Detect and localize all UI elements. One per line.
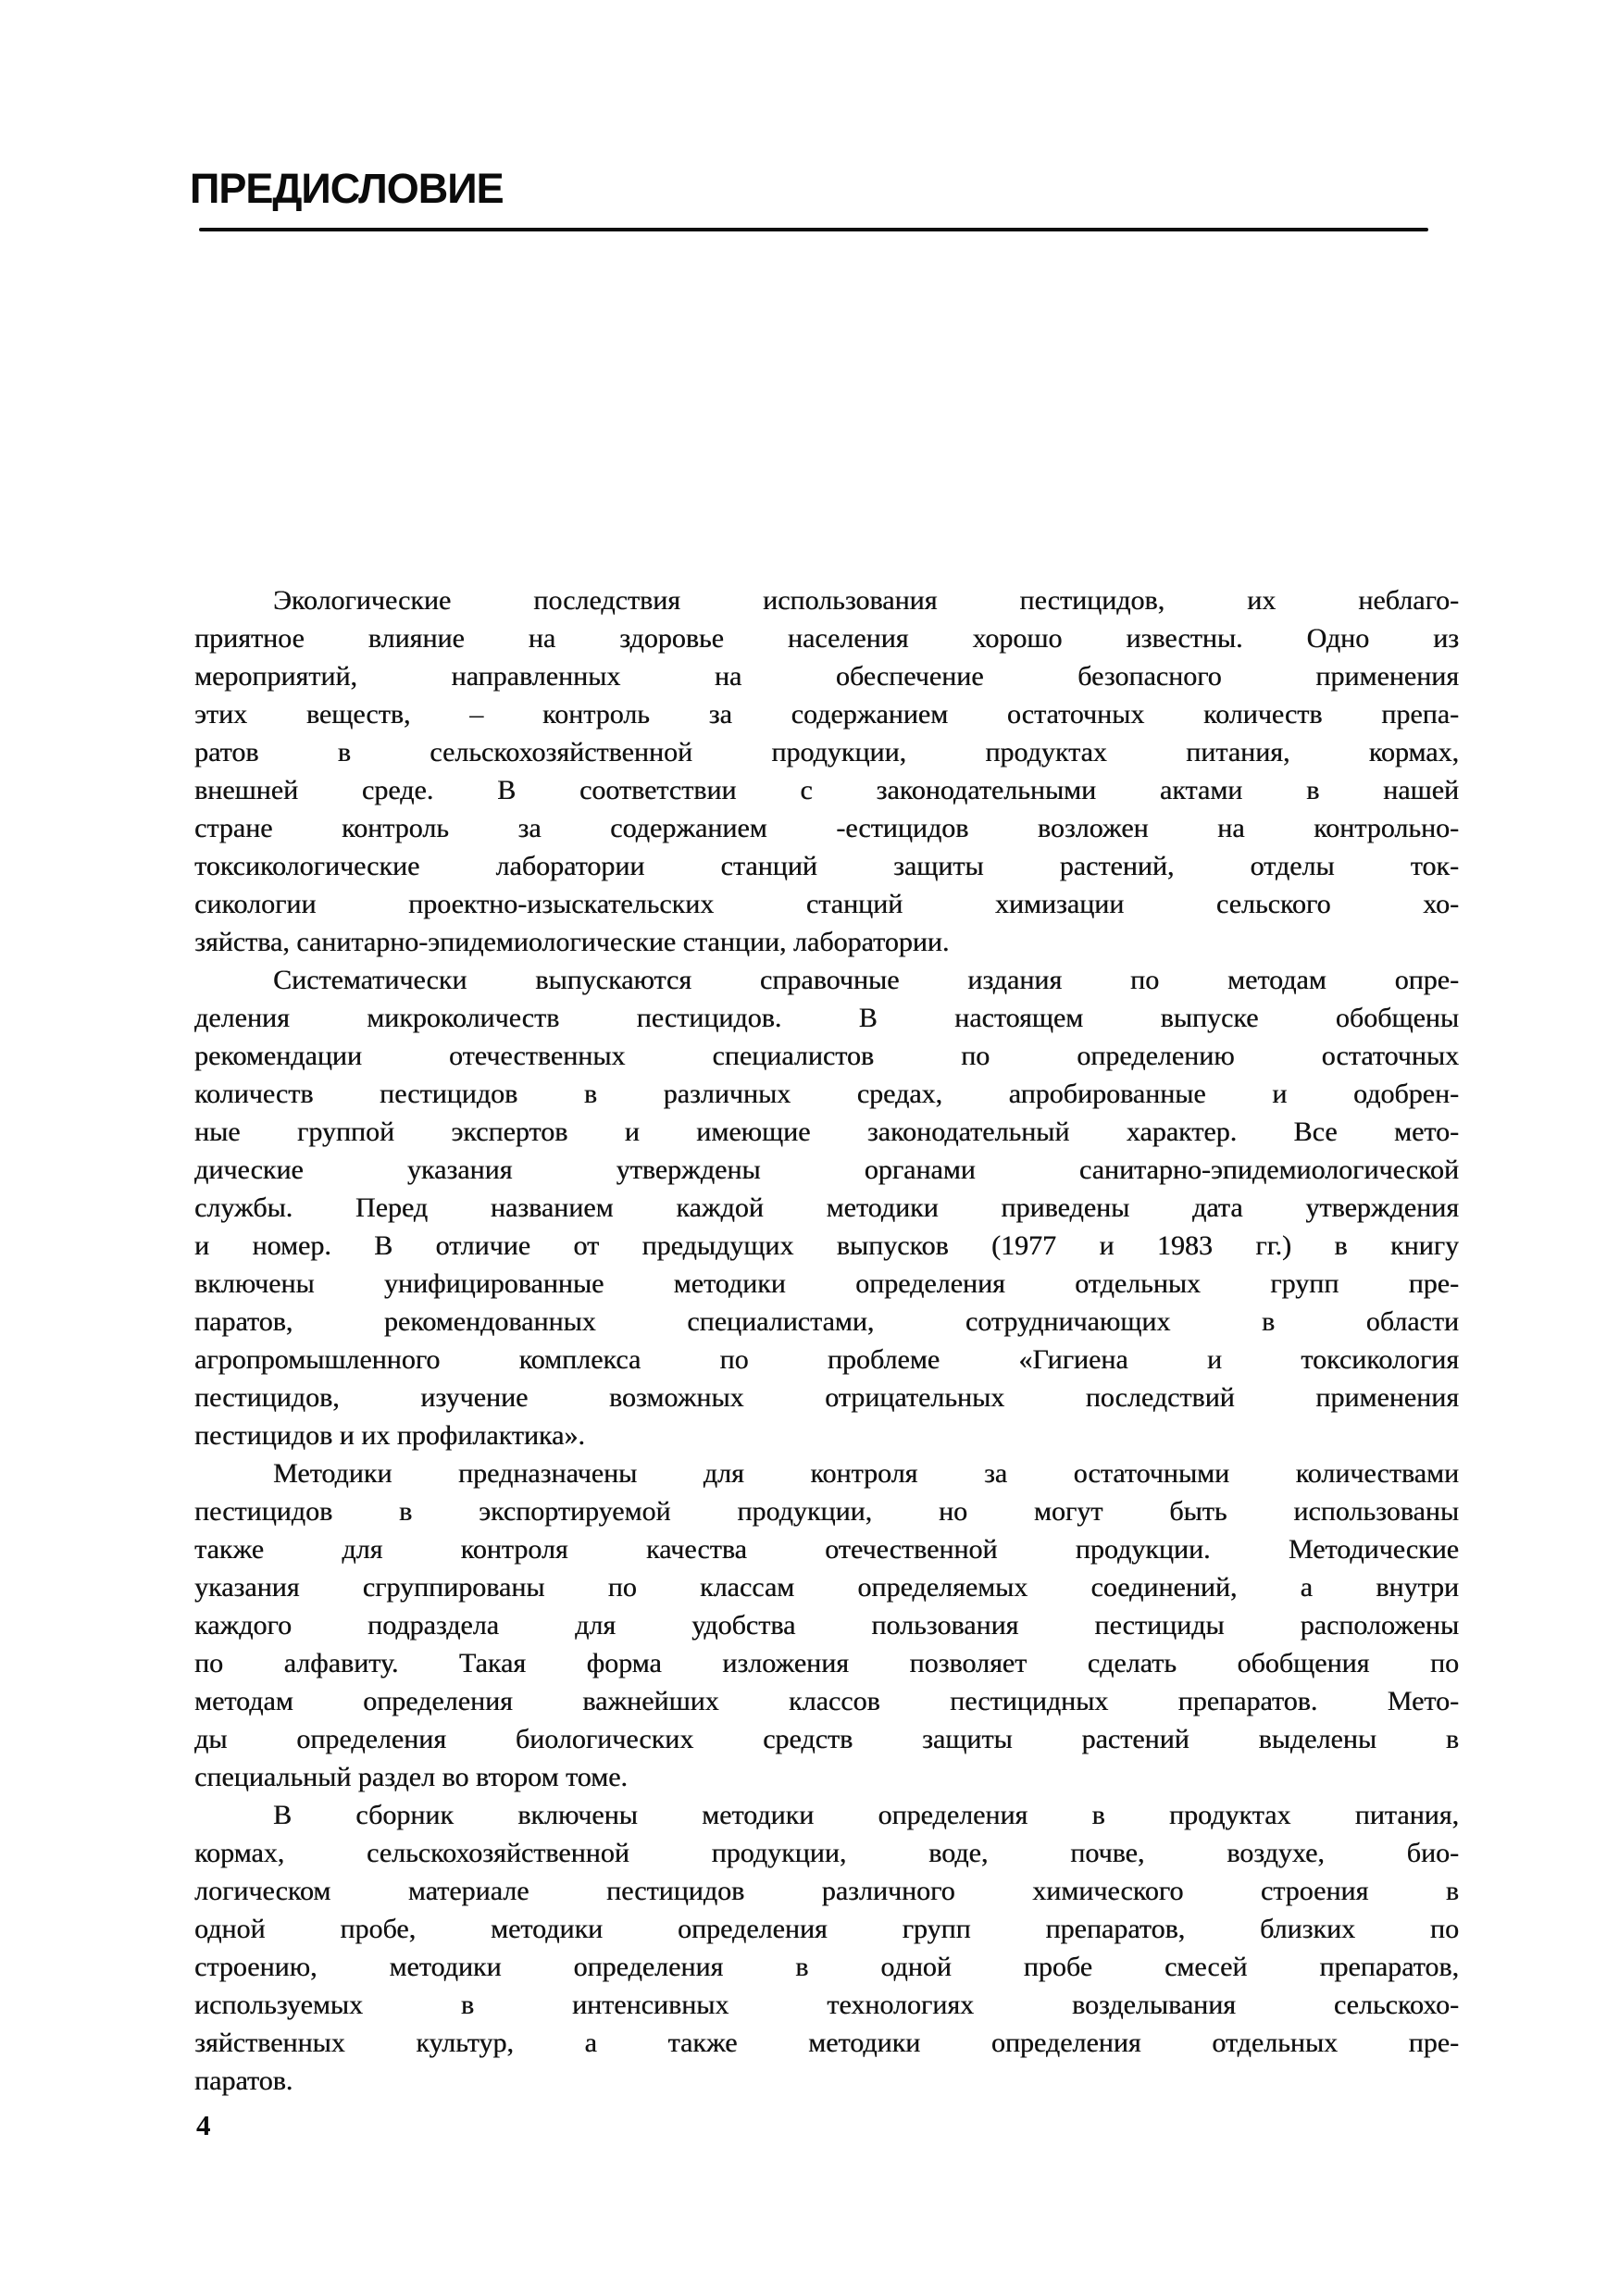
text-line: сикологии проектно-изыскательских станций химизации сельского хо- — [194, 889, 1459, 919]
text-line: пестицидов, изучение возможных отрицательных последствий применения — [194, 1382, 1459, 1413]
preface-heading: ПРЕДИСЛОВИЕ — [190, 165, 504, 212]
heading-rule — [199, 228, 1428, 231]
page-number: 4 — [196, 2109, 211, 2141]
text-line: пестицидов в экспортируемой продукции, но могут быть использованы — [194, 1496, 1459, 1527]
text-line: пестицидов и их профилактика». — [194, 1420, 585, 1451]
text-line: каждого подраздела для удобства пользования пестициды расположены — [194, 1610, 1459, 1641]
text-line: специальный раздел во втором томе. — [194, 1762, 628, 1792]
text-line: мероприятий, направленных на обеспечение безопасного применения — [194, 661, 1459, 692]
text-line: указания сгруппированы по классам определяемых соединений, а внутри — [194, 1572, 1459, 1603]
text-line: В сборник включены методики определения в продуктах питания, — [273, 1800, 1459, 1830]
text-line: по алфавиту. Такая форма изложения позволяет сделать обобщения по — [194, 1648, 1459, 1678]
text-line: приятное влияние на здоровье населения хорошо известны. Одно из — [194, 623, 1459, 654]
text-line: включены унифицированные методики определения отдельных групп пре- — [194, 1268, 1459, 1299]
text-line: строению, методики определения в одной пробе смесей препаратов, — [194, 1952, 1459, 1982]
text-line: Систематически выпускаются справочные издания по методам опре- — [273, 965, 1459, 995]
text-line: Экологические последствия использования пестицидов, их неблаго- — [273, 585, 1459, 616]
text-line: также для контроля качества отечественной продукции. Методические — [194, 1534, 1459, 1565]
text-line: логическом материале пестицидов различного химического строения в — [194, 1876, 1459, 1906]
text-line: деления микроколичеств пестицидов. В настоящем выпуске обобщены — [194, 1003, 1459, 1033]
text-line: ные группой экспертов и имеющие законодательный характер. Все мето- — [194, 1117, 1459, 1147]
paragraph — [194, 1454, 1459, 1796]
text-line: этих веществ, – контроль за содержанием остаточных количеств препа- — [194, 699, 1459, 730]
text-line: зяйства, санитарно-эпидемиологические станции, лаборатории. — [194, 927, 950, 957]
text-line: кормах, сельскохозяйственной продукции, воде, почве, воздухе, био- — [194, 1838, 1459, 1868]
text-line: дические указания утверждены органами санитарно-эпидемиологической — [194, 1154, 1459, 1185]
paragraph — [194, 581, 1459, 961]
text-line: ды определения биологических средств защиты растений выделены в — [194, 1724, 1459, 1754]
text-line: и номер. В отличие от предыдущих выпусков (1977 и 1983 гг.) в книгу — [194, 1230, 1459, 1261]
paragraph — [194, 1796, 1459, 2100]
text-line: стране контроль за содержанием -естицидов возложен на контрольно- — [194, 813, 1459, 843]
preface-body — [194, 581, 1459, 2100]
text-line: ратов в сельскохозяйственной продукции, продуктах питания, кормах, — [194, 737, 1459, 767]
text-line: используемых в интенсивных технологиях возделывания сельскохо- — [194, 1990, 1459, 2020]
text-line: внешней среде. В соответствии с законодательными актами в нашей — [194, 775, 1459, 805]
text-line: одной пробе, методики определения групп препаратов, близких по — [194, 1914, 1459, 1944]
text-line: токсикологические лаборатории станций защиты растений, отделы ток- — [194, 851, 1459, 881]
text-line: службы. Перед названием каждой методики приведены дата утверждения — [194, 1192, 1459, 1223]
text-line: паратов. — [194, 2065, 293, 2096]
text-line: агропромышленного комплекса по проблеме «Гигиена и токсикология — [194, 1344, 1459, 1375]
text-line: зяйственных культур, а также методики определения отдельных пре- — [194, 2028, 1459, 2058]
paragraph — [194, 961, 1459, 1454]
text-line: Методики предназначены для контроля за остаточными количествами — [273, 1458, 1459, 1489]
text-line: количеств пестицидов в различных средах, апробированные и одобрен- — [194, 1079, 1459, 1109]
text-line: методам определения важнейших классов пестицидных препаратов. Мето- — [194, 1686, 1459, 1716]
text-line: рекомендации отечественных специалистов по определению остаточных — [194, 1041, 1459, 1071]
text-line: паратов, рекомендованных специалистами, сотрудничающих в области — [194, 1306, 1459, 1337]
